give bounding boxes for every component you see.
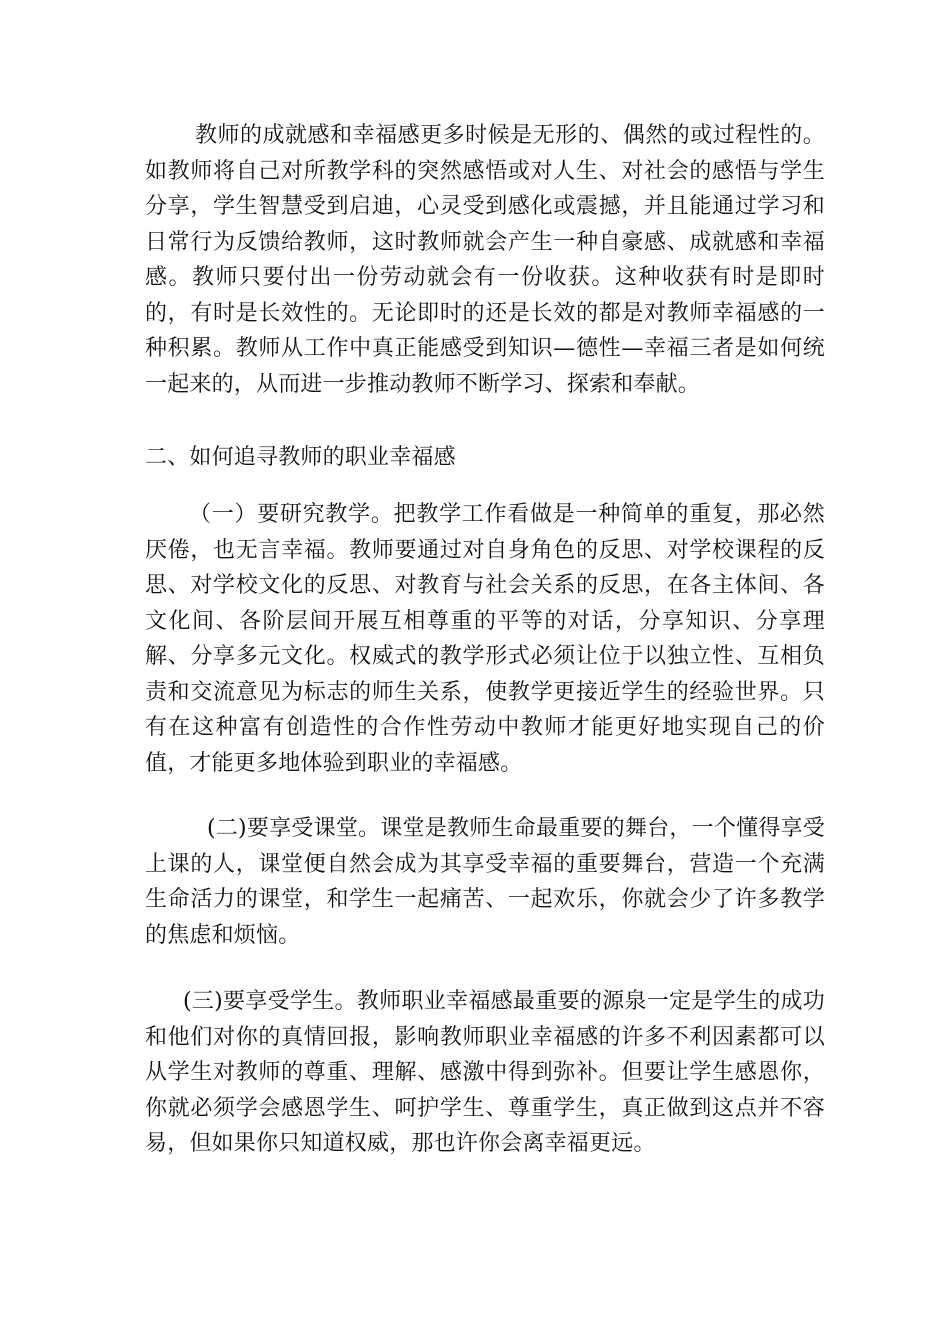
body-paragraph-enjoy-students: (三)要享受学生。教师职业幸福感最重要的源泉一定是学生的成功和他们对你的真情回报，影响教师职业幸福感的许多不利因素都可以从学生对教师的尊重、理解、感激中得到弥补。但要让学生感恩你，你就必须学会感恩学生、呵护学生、尊重学生，真正做到这点并不容易，但如果你只知道权威，那也许你会离幸福更远。	[145, 989, 825, 1156]
section-heading: 二、如何追寻教师的职业幸福感	[145, 445, 456, 470]
body-paragraph-study-teaching: （一）要研究教学。把教学工作看做是一种简单的重复，那必然厌倦，也无言幸福。教师要通过对自身角色的反思、对学校课程的反思、对学校文化的反思、对教育与社会关系的反思，在各主体间、各文化间、各阶层间开展互相尊重的平等的对话，分享知识、分享理解、分享多元文化。权威式的教学形式必须让位于以独立性、互相负责和交流意见为标志的师生关系，使教学更接近学生的经验世界。只有在这种富有创造性的合作性劳动中教师才能更好地实现自己的价值，才能更多地体验到职业的幸福感。	[145, 502, 825, 776]
body-paragraph-enjoy-classroom: (二)要享受课堂。课堂是教师生命最重要的舞台，一个懂得享受上课的人，课堂便自然会成为其享受幸福的重要舞台，营造一个充满生命活力的课堂，和学生一起痛苦、一起欢乐，你就会少了许多教学的焦虑和烦恼。	[145, 816, 825, 948]
body-paragraph-achievement: 教师的成就感和幸福感更多时候是无形的、偶然的或过程性的。如教师将自己对所教学科的突然感悟或对人生、对社会的感悟与学生分享，学生智慧受到启迪，心灵受到感化或震撼，并且能通过学习和日常行为反馈给教师，这时教师就会产生一种自豪感、成就感和幸福感。教师只要付出一份劳动就会有一份收获。这种收获有时是即时的，有时是长效性的。无论即时的还是长效的都是对教师幸福感的一种积累。教师从工作中真正能感受到知识—德性—幸福三者是如何统一起来的，从而进一步推动教师不断学习、探索和奉献。	[145, 123, 825, 397]
